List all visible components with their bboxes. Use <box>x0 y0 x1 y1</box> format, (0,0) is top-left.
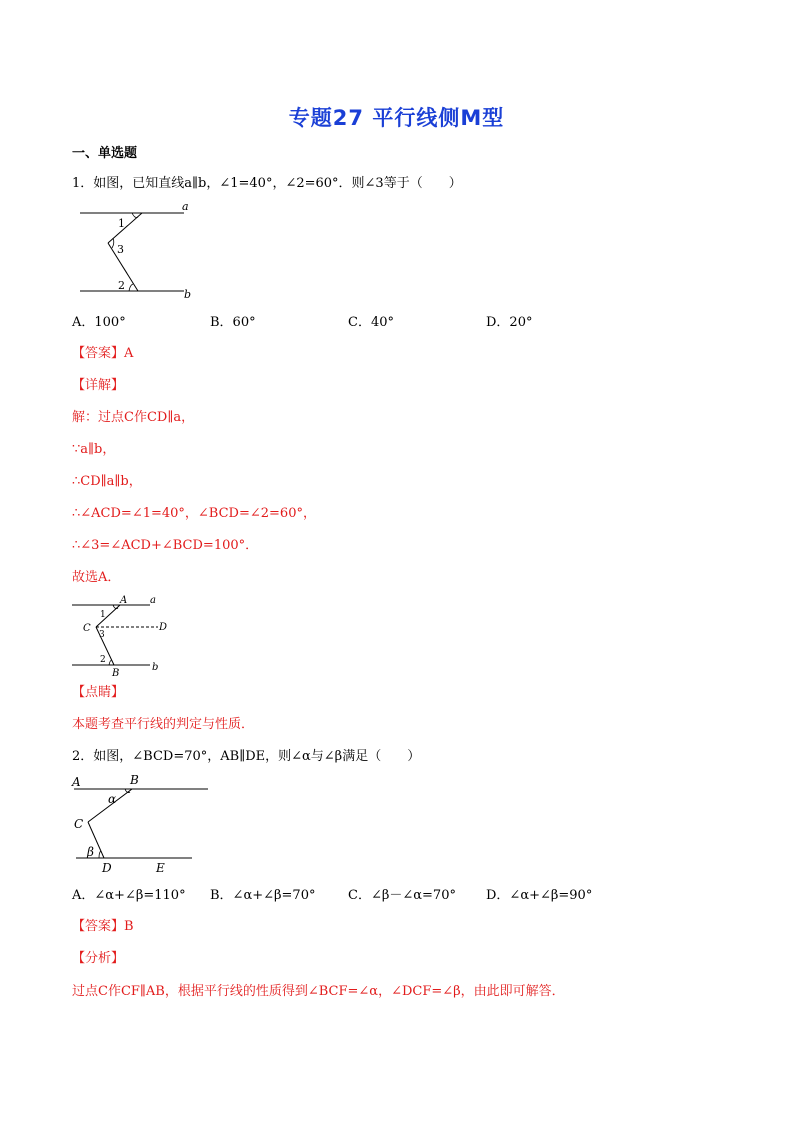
q2-answer: 【答案】B <box>72 919 134 934</box>
point-c-label-q2: C <box>74 817 84 831</box>
alpha-label: α <box>108 792 117 806</box>
q1-conclusion: 故选A． <box>72 570 121 585</box>
q1-solution-line-5: ∴∠3=∠ACD+∠BCD=100°． <box>72 538 259 553</box>
angle-2-label-2: 2 <box>100 655 106 665</box>
q2-option-b: B．∠α+∠β=70° <box>210 888 316 903</box>
q1-detail-heading: 【详解】 <box>72 378 125 393</box>
beta-label: β <box>87 845 94 859</box>
q1-option-d: D．20° <box>486 315 533 330</box>
point-b-label-q2: B <box>130 773 139 787</box>
q1-option-c: C．40° <box>348 315 394 330</box>
line-b-label: b <box>184 288 192 301</box>
point-a-label-q2: A <box>72 775 81 789</box>
q2-option-a: A．∠α+∠β=110° <box>72 888 186 903</box>
q2-analysis: 过点C作CF∥AB，根据平行线的性质得到∠BCF=∠α，∠DCF=∠β，由此即可解答． <box>72 984 565 999</box>
q1-comment-heading: 【点睛】 <box>72 685 125 700</box>
q1-solution-line-2: ∵a∥b， <box>72 442 116 457</box>
question-2-figure <box>68 770 218 878</box>
point-b-label: B <box>112 668 120 679</box>
q1-answer: 【答案】A <box>72 346 134 361</box>
question-1-stem: 1．如图，已知直线a∥b，∠1=40°，∠2=60°．则∠3等于（ ） <box>72 176 462 191</box>
question-2-stem: 2．如图，∠BCD=70°，AB∥DE，则∠α与∠β满足（ ） <box>72 749 421 764</box>
section-heading: 一、单选题 <box>72 146 138 161</box>
q1-solution-line-1: 解：过点C作CD∥a， <box>72 410 195 425</box>
q2-analysis-heading: 【分析】 <box>72 951 125 966</box>
line-b-label-2: b <box>152 662 159 673</box>
q1-solution-line-4: ∴∠ACD=∠1=40°，∠BCD=∠2=60°， <box>72 506 316 521</box>
question-1-figure <box>72 196 202 302</box>
q2-option-c: C．∠β－∠α=70° <box>348 888 456 903</box>
point-a-label: A <box>120 595 128 606</box>
angle-2-label: 2 <box>118 279 125 292</box>
angle-1-label: 1 <box>118 217 125 230</box>
q1-solution-line-3: ∴CD∥a∥b， <box>72 474 142 489</box>
q1-option-b: B．60° <box>210 315 256 330</box>
page-title: 专题27 平行线侧M型 <box>288 106 505 130</box>
angle-3-label-2: 3 <box>99 630 105 640</box>
line-a-label: a <box>182 200 189 213</box>
point-e-label-q2: E <box>156 861 165 875</box>
point-c-label: C <box>83 623 91 634</box>
q2-option-d: D．∠α+∠β=90° <box>486 888 593 903</box>
q1-option-a: A．100° <box>72 315 126 330</box>
point-d-label-q2: D <box>102 861 112 875</box>
line-a-label-2: a <box>150 595 156 606</box>
angle-1-label-2: 1 <box>100 610 106 620</box>
question-1-solution-figure <box>68 592 178 680</box>
angle-3-label: 3 <box>117 243 124 256</box>
point-d-label: D <box>159 622 168 633</box>
q1-comment: 本题考查平行线的判定与性质． <box>72 717 255 732</box>
